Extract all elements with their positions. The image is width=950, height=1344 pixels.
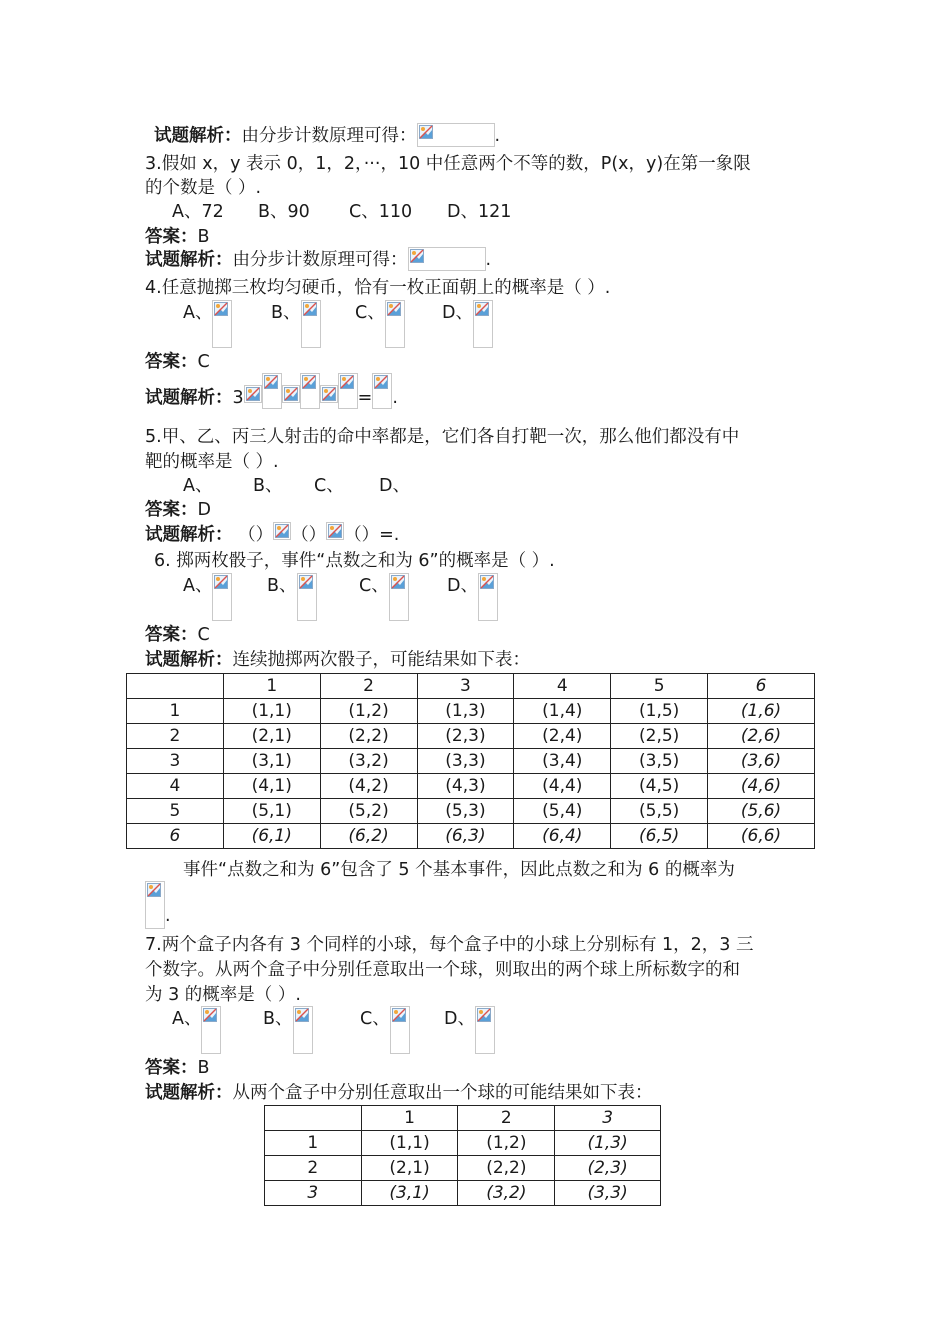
table-cell: (3,6) [708,749,815,774]
table-cell: (1,3) [555,1131,661,1156]
option-label: C、 [359,576,389,596]
q7-stem-line-3: 为 3 的概率是（ ）. [145,985,301,1005]
table-row [265,1181,661,1206]
analysis-label: 试题解析： [145,388,233,408]
analysis-label: 试题解析： [145,525,233,545]
table-cell: (2,2) [320,724,417,749]
table-cell: 1 [265,1131,362,1156]
broken-image-icon [410,249,424,263]
option-label: A、 [183,576,213,596]
table-cell: 4 [127,774,224,799]
period: . [392,388,398,408]
q4-option-d [442,300,493,348]
analysis-label: 试题解析： [154,126,242,146]
table-cell: 6 [708,674,815,699]
answer-label: 答案： [145,352,198,372]
period: . [485,250,492,270]
q6-option-d [447,573,498,621]
broken-image-icon [477,1008,491,1022]
q3-option-b: B、90 [258,202,310,222]
fraction-image [389,573,409,621]
formula-image [282,385,300,403]
broken-image-icon [387,302,401,316]
table-cell: (1,5) [611,699,708,724]
fraction-image [478,573,498,621]
q6-analysis [145,647,530,673]
q4-option-a [183,300,232,348]
q6-option-a [183,573,232,621]
table-cell: (3,2) [458,1181,555,1206]
option-label: B、 [267,576,297,596]
analysis-label: 试题解析： [145,650,233,670]
table-cell [265,1106,362,1131]
table-cell: (3,1) [223,749,320,774]
paren: （）=. [344,525,400,545]
analysis-text: 由分步计数原理可得： [232,250,408,270]
table-cell: 6 [127,824,224,849]
q4-analysis [145,385,398,411]
table-cell: (2,6) [708,724,815,749]
fraction-image [201,1006,221,1054]
table-cell: (6,6) [708,824,815,849]
answer-label: 答案： [145,500,198,520]
answer-value: B [197,1058,210,1078]
broken-image-icon [295,1008,309,1022]
formula-image [408,247,486,271]
q3-option-d: D、121 [447,202,512,222]
table-cell: (3,4) [514,749,611,774]
fraction-image [212,300,232,348]
fraction-image [300,373,320,409]
fraction-image [212,573,232,621]
option-label: C、 [355,303,385,323]
table-row [127,774,815,799]
q4-answer [145,349,210,375]
table-row [127,824,815,849]
q4-option-b [271,300,321,348]
table-row [265,1156,661,1181]
q6-stem: 6. 掷两枚骰子，事件“点数之和为 6”的概率是（ ）. [154,551,555,571]
broken-image-icon [303,302,317,316]
broken-image-icon [203,1008,217,1022]
analysis-label: 试题解析： [145,250,233,270]
period: . [494,126,501,146]
q3-analysis [145,247,491,273]
fraction-image [145,881,165,929]
table-cell: (1,1) [223,699,320,724]
q4-option-c [355,300,405,348]
option-label: D、 [442,303,473,323]
table-cell: (1,6) [708,699,815,724]
q3-stem-line-1: 3.假如 x，y 表示 0，1，2，···，10 中任意两个不等的数，P(x，y)在第一象限 [145,154,751,174]
q7-answer [145,1055,210,1081]
table-cell: (1,1) [361,1131,458,1156]
table-cell: (2,5) [611,724,708,749]
broken-image-icon [391,575,405,589]
broken-image-icon [340,375,354,389]
broken-image-icon [264,375,278,389]
answer-label: 答案： [145,625,198,645]
table-row [127,699,815,724]
fraction-image [372,373,392,409]
broken-image-icon [214,575,228,589]
q3-stem-line-2: 的个数是（ ）. [145,178,262,198]
q3-option-a: A、72 [172,202,224,222]
table-cell: (3,1) [361,1181,458,1206]
fraction-image [475,1006,495,1054]
table-cell: (1,4) [514,699,611,724]
q5-option-d: D、 [379,476,410,496]
table-row [265,1131,661,1156]
table-cell: 3 [265,1181,362,1206]
table-cell: (4,6) [708,774,815,799]
table-cell: (2,3) [555,1156,661,1181]
table-cell: (1,3) [417,699,514,724]
table-cell: (5,3) [417,799,514,824]
table-cell: (5,1) [223,799,320,824]
table-cell: (5,5) [611,799,708,824]
table-cell: (2,4) [514,724,611,749]
table-cell: (4,5) [611,774,708,799]
q4-stem: 4.任意抛掷三枚均匀硬币，恰有一枚正面朝上的概率是（ ）. [145,278,611,298]
table-cell: (6,4) [514,824,611,849]
formula-image [326,522,344,540]
analysis-text: 从两个盒子中分别任意取出一个球的可能结果如下表： [232,1083,653,1103]
q3-option-c: C、110 [349,202,413,222]
q7-stem-line-1: 7.两个盒子内各有 3 个同样的小球，每个盒子中的小球上分别标有 1，2，3 三 [145,935,754,955]
formula-image [417,123,495,147]
broken-image-icon [284,387,298,401]
broken-image-icon [302,375,316,389]
table-cell: 4 [514,674,611,699]
formula-image [273,522,291,540]
broken-image-icon [392,1008,406,1022]
q2-analysis [154,123,500,149]
table-cell: (4,1) [223,774,320,799]
analysis-text: 连续抛掷两次骰子，可能结果如下表： [232,650,530,670]
q7-stem-line-2: 个数字。从两个盒子中分别任意取出一个球，则取出的两个球上所标数字的和 [145,960,740,980]
fraction-image [390,1006,410,1054]
table-cell: 3 [417,674,514,699]
broken-image-icon [275,524,289,538]
fraction-image [297,573,317,621]
table-cell: (5,2) [320,799,417,824]
option-label: A、 [172,1009,202,1029]
table-cell: 2 [265,1156,362,1181]
broken-image-icon [419,125,433,139]
fraction-image [293,1006,313,1054]
table-cell: (3,3) [555,1181,661,1206]
formula-image [320,385,338,403]
table-cell: (2,3) [417,724,514,749]
broken-image-icon [246,387,260,401]
answer-value: C [197,625,210,645]
broken-image-icon [480,575,494,589]
table-cell: (2,2) [458,1156,555,1181]
table-cell: 1 [127,699,224,724]
q6-option-c [359,573,409,621]
q7-option-d [444,1006,495,1054]
q6-option-b [267,573,317,621]
q5-option-a: A、 [183,476,213,496]
q6-conclusion: 事件“点数之和为 6”包含了 5 个基本事件，因此点数之和为 6 的概率为 [183,860,735,880]
table-cell: (1,2) [458,1131,555,1156]
equals: = [357,388,373,408]
fraction-image [385,300,405,348]
q6-conclusion-value [145,881,171,929]
table-cell: 2 [458,1106,555,1131]
answer-value: D [197,500,211,520]
table-cell: 2 [320,674,417,699]
q5-answer [145,497,211,523]
table-cell: (4,3) [417,774,514,799]
broken-image-icon [299,575,313,589]
q5-option-b: B、 [253,476,283,496]
option-label: B、 [271,303,301,323]
dice-outcome-table [126,673,815,849]
option-label: C、 [360,1009,390,1029]
analysis-prefix: 3 [232,388,244,408]
table-cell [127,674,224,699]
broken-image-icon [322,387,336,401]
q7-analysis [145,1080,653,1106]
q7-option-c [360,1006,410,1054]
table-cell: (6,3) [417,824,514,849]
fraction-image [301,300,321,348]
analysis-text: 由分步计数原理可得： [241,126,417,146]
table-cell: 1 [361,1106,458,1131]
broken-image-icon [328,524,342,538]
formula-image [244,385,262,403]
broken-image-icon [374,375,388,389]
option-label: D、 [447,576,478,596]
analysis-label: 试题解析： [145,1083,233,1103]
fraction-image [338,373,358,409]
table-row [127,799,815,824]
answer-label: 答案： [145,1058,198,1078]
table-cell: 5 [127,799,224,824]
answer-label: 答案： [145,227,198,247]
answer-value: C [197,352,210,372]
table-cell: (3,3) [417,749,514,774]
option-label: A、 [183,303,213,323]
q6-answer [145,622,210,648]
broken-image-icon [475,302,489,316]
table-cell: (6,5) [611,824,708,849]
option-label: B、 [263,1009,293,1029]
ball-outcome-table [264,1105,661,1206]
table-cell: (5,4) [514,799,611,824]
q5-stem-line-2: 靶的概率是（ ）. [145,452,279,472]
q5-option-c: C、 [314,476,344,496]
paren: （） [238,525,274,545]
table-cell: (4,2) [320,774,417,799]
table-header-row [127,674,815,699]
table-row [127,724,815,749]
period: . [165,906,171,926]
table-cell: 3 [555,1106,661,1131]
table-cell: (2,1) [223,724,320,749]
option-label: D、 [444,1009,475,1029]
table-cell: (6,1) [223,824,320,849]
table-cell: (3,5) [611,749,708,774]
table-cell: (5,6) [708,799,815,824]
table-cell: 1 [223,674,320,699]
table-cell: (3,2) [320,749,417,774]
table-cell: 3 [127,749,224,774]
broken-image-icon [147,883,161,897]
fraction-image [262,373,282,409]
table-cell: (6,2) [320,824,417,849]
table-cell: (2,1) [361,1156,458,1181]
table-header-row [265,1106,661,1131]
table-row [127,749,815,774]
q5-stem-line-1: 5.甲、乙、丙三人射击的命中率都是，它们各自打靶一次，那么他们都没有中 [145,427,740,447]
broken-image-icon [214,302,228,316]
table-cell: 2 [127,724,224,749]
q7-option-b [263,1006,313,1054]
paren: （） [291,525,327,545]
fraction-image [473,300,493,348]
table-cell: (4,4) [514,774,611,799]
answer-value: B [197,227,210,247]
table-cell: (1,2) [320,699,417,724]
table-cell: 5 [611,674,708,699]
q5-analysis [145,522,399,548]
q7-option-a [172,1006,221,1054]
